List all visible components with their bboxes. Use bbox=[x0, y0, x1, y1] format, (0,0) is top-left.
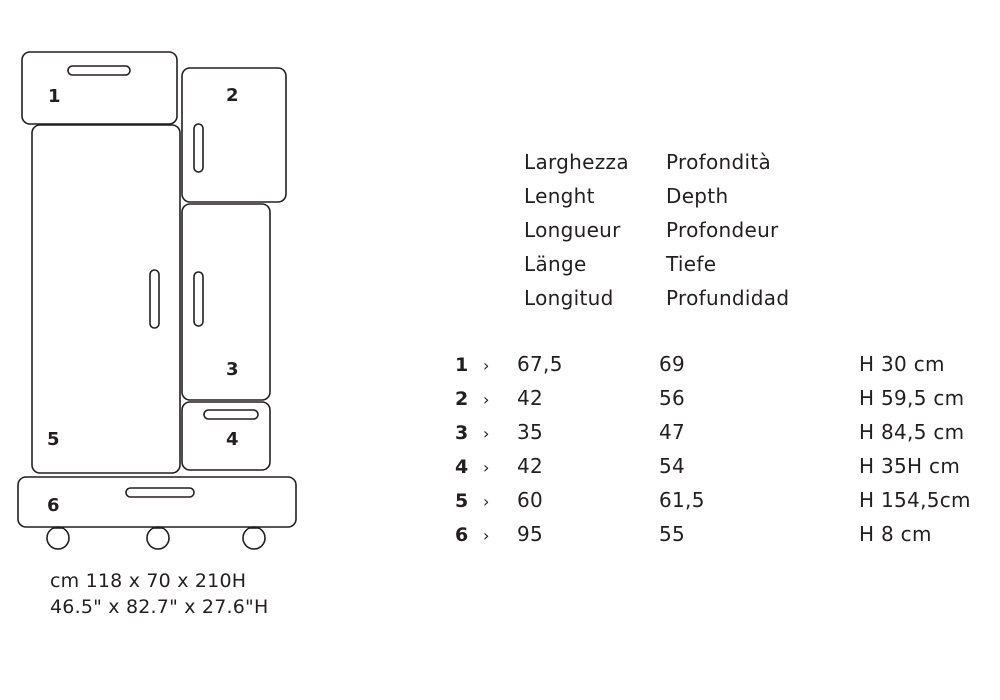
legend-depth-en: Depth bbox=[666, 184, 729, 208]
table-row bbox=[455, 454, 975, 488]
diagram-box-5 bbox=[32, 125, 180, 473]
row-depth: 61,5 bbox=[659, 488, 705, 512]
diagram-label-5: 5 bbox=[47, 429, 60, 450]
row-height: H 84,5 cm bbox=[859, 420, 965, 444]
diagram-label-2: 2 bbox=[226, 85, 239, 106]
legend-row bbox=[524, 213, 944, 247]
row-width: 42 bbox=[517, 386, 544, 410]
chevron-right-icon: › bbox=[483, 526, 490, 545]
row-width: 35 bbox=[517, 420, 544, 444]
diagram-box-1 bbox=[22, 52, 177, 124]
row-index: 6 bbox=[455, 524, 469, 546]
diagram-box-6 bbox=[18, 477, 296, 549]
legend-depth-de: Tiefe bbox=[666, 252, 717, 276]
chevron-right-icon: › bbox=[483, 356, 490, 375]
chevron-right-icon: › bbox=[483, 390, 490, 409]
legend-width-en: Lenght bbox=[524, 184, 595, 208]
row-depth: 54 bbox=[659, 454, 686, 478]
chevron-right-icon: › bbox=[483, 458, 490, 477]
row-height: H 59,5 cm bbox=[859, 386, 965, 410]
row-depth: 47 bbox=[659, 420, 686, 444]
diagram-label-3: 3 bbox=[226, 359, 239, 380]
row-index: 4 bbox=[455, 456, 469, 478]
overall-dimensions-caption bbox=[50, 568, 390, 620]
table-row bbox=[455, 420, 975, 454]
row-depth: 56 bbox=[659, 386, 686, 410]
diagram-label-1: 1 bbox=[48, 86, 61, 107]
legend-row bbox=[524, 247, 944, 281]
dimensions-imperial: 46.5" x 82.7" x 27.6"H bbox=[50, 596, 269, 618]
legend-depth-es: Profundidad bbox=[666, 286, 790, 310]
table-row bbox=[455, 488, 975, 522]
row-depth: 69 bbox=[659, 352, 686, 376]
row-index: 2 bbox=[455, 388, 469, 410]
row-width: 67,5 bbox=[517, 352, 563, 376]
legend-width-fr: Longueur bbox=[524, 218, 621, 242]
measurements-table bbox=[455, 352, 975, 556]
legend-row bbox=[524, 145, 944, 179]
row-index: 3 bbox=[455, 422, 469, 444]
row-height: H 8 cm bbox=[859, 522, 932, 546]
chevron-right-icon: › bbox=[483, 424, 490, 443]
row-width: 95 bbox=[517, 522, 544, 546]
legend-width-es: Longitud bbox=[524, 286, 614, 310]
row-depth: 55 bbox=[659, 522, 686, 546]
chevron-right-icon: › bbox=[483, 492, 490, 511]
dimensions-metric: cm 118 x 70 x 210H bbox=[50, 570, 247, 592]
row-height: H 35H cm bbox=[859, 454, 961, 478]
row-height: H 154,5cm bbox=[859, 488, 971, 512]
legend-width-it: Larghezza bbox=[524, 150, 629, 174]
table-row bbox=[455, 522, 975, 556]
row-index: 1 bbox=[455, 354, 469, 376]
diagram-label-6: 6 bbox=[47, 495, 60, 516]
row-height: H 30 cm bbox=[859, 352, 945, 376]
legend-depth-it: Profondità bbox=[666, 150, 772, 174]
row-width: 60 bbox=[517, 488, 544, 512]
row-width: 42 bbox=[517, 454, 544, 478]
language-legend bbox=[524, 145, 944, 315]
table-row bbox=[455, 352, 975, 386]
row-index: 5 bbox=[455, 490, 469, 512]
legend-depth-fr: Profondeur bbox=[666, 218, 779, 242]
legend-row bbox=[524, 281, 944, 315]
legend-row bbox=[524, 179, 944, 213]
diagram-label-4: 4 bbox=[226, 429, 239, 450]
legend-width-de: Länge bbox=[524, 252, 587, 276]
table-row bbox=[455, 386, 975, 420]
